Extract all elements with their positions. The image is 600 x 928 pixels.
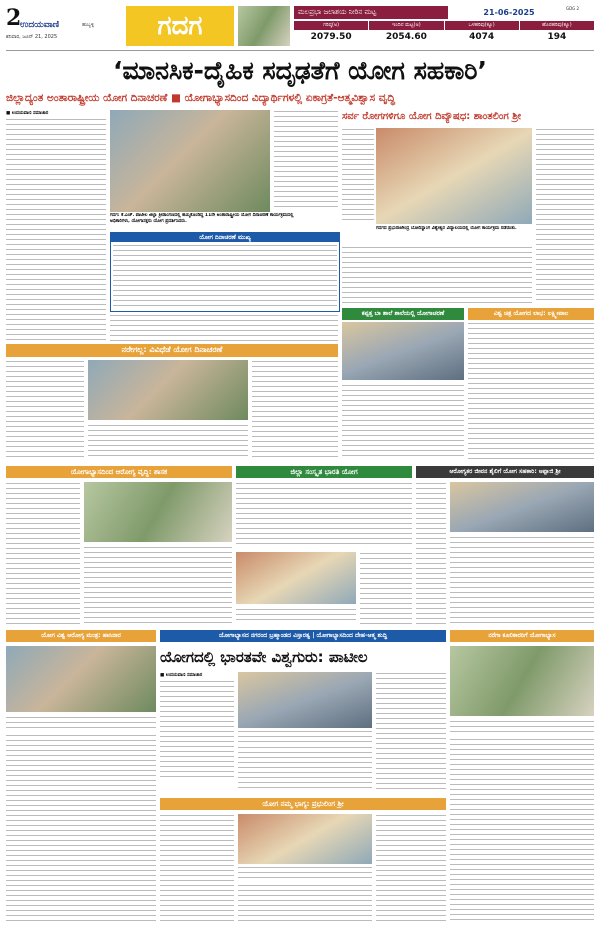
stat-grid xyxy=(294,21,594,45)
stat-cell xyxy=(294,21,369,45)
bottom-byline: ■ ಉದಯವಾಣಿ ಸಮಾಚಾರ xyxy=(160,673,203,678)
bottom-photo-caption xyxy=(238,730,372,744)
health-photo xyxy=(84,482,232,542)
stat-value: 194 xyxy=(547,32,567,42)
bottom-text-mid xyxy=(238,746,372,792)
band-kappattgudda: ಕಪ್ಪತ್ತ ಬಾ ಶಾಲೆ ಶಾಲೆಯಲ್ಲಿ ಯೋಗಾಚರಣೆ xyxy=(342,308,464,320)
yoga-box xyxy=(110,232,340,312)
bottom-headline: ಯೋಗದಲ್ಲಿ ಭಾರತವೇ ವಿಶ್ವಗುರು: ಪಾಟೀಲ xyxy=(160,648,368,666)
arogya-text-left xyxy=(416,482,446,624)
arogya-photo xyxy=(450,482,594,532)
section-title-box xyxy=(126,6,234,46)
stat-value: 4074 xyxy=(469,32,495,42)
naregal-photo xyxy=(88,360,248,420)
band-vishwa-yoga: ವಿಶ್ವ ಚಿತ್ರ ಯೋಗದ ಲಾಭ: ಲಕ್ಷ್ಮೀಪಾಲ xyxy=(468,308,594,320)
dam-title: ಮಲಪ್ರಭಾ ಜಲಾಶಯ ನೀರಿನ ಮಟ್ಟ xyxy=(294,6,448,19)
yoga-vishwa-text xyxy=(6,734,156,922)
lead-photo-caption: ಗದಗ: ಕೆ.ಎಚ್. ಪಾಟೀಲ ಜಿಲ್ಲಾ ಕ್ರೀಡಾಂಗಣದಲ್ಲಿ ಹಮ್ಮಿಕೊಂಡಿದ್ದ 11ನೇ ಅಂತಾರಾಷ್ಟ್ರೀಯ ಯೋಗ ದಿನಾಚರಣೆ ಕಾರ್ಯಕ್ರಮದಲ್ಲಿ ಅಧಿಕಾರಿಗಳು, ಯೋಗಾಸಕ್ತರು ಯೋಗ ಪ್ರದರ್ಶಿಸಿದರು. xyxy=(110,213,294,224)
stat-label: ಒಳಹರಿವು(ಕ್ಯೂ) xyxy=(445,21,519,30)
lead-body-text-3 xyxy=(110,314,338,342)
yoga-box-title: ಯೋಗ ದಿನಾಚರಣೆ ಮುಖ್ಯ xyxy=(111,233,339,242)
lead-headline: ‘ಮಾನಸಿಕ-ದೈಹಿಕ ಸದೃಢತೆಗೆ ಯೋಗ ಸಹಕಾರಿ’ xyxy=(113,56,487,85)
yoga-vishwa-photo xyxy=(6,646,156,712)
stat-label: ಹೊರಹರಿವು(ಕ್ಯೂ) xyxy=(520,21,594,30)
right-lead-caption: ಗದಗದ ಪ್ರಭುರಾಜೇಂದ್ರ ಬೋದಿಸ್ಥಾಂಗ ವಿಶ್ವೇಶ್ವರ ವಿದ್ಯಾಲಯದಲ್ಲಿ ಯೋಗ ಕಾರ್ಯಕ್ರಮ ನಡೆಯಿತು. xyxy=(376,226,517,231)
health-text-left xyxy=(6,482,80,624)
bottom-text-right xyxy=(376,672,446,792)
band-naregal-kushtagi: ನರೆಗಾ ಕೂಲಿಕಾರರಿಗೆ ಯೋಗಾಭ್ಯಾಸ xyxy=(450,630,594,642)
yoga-namma-text-left xyxy=(160,814,234,922)
yoga-namma-text-right xyxy=(376,814,446,922)
lead-subhead: ಜಿಲ್ಲಾದ್ಯಂತ ಅಂತಾರಾಷ್ಟ್ರೀಯ ಯೋಗ ದಿನಾಚರಣೆ ■ ಯೋಗಾಭ್ಯಾಸದಿಂದ ವಿದ್ಯಾರ್ಥಿಗಳಲ್ಲಿ ಏಕಾಗ್ರತೆ-ಆತ್ಮವಿಶ್ವಾಸ ವೃದ್ಧಿ xyxy=(6,92,396,104)
page-code: GDG 2 xyxy=(566,6,580,11)
bottom-photo xyxy=(238,672,372,728)
naregal-text-left xyxy=(6,360,84,460)
date-box: 21-06-2025 xyxy=(483,8,535,17)
stat-label: ಗರಿಷ್ಠ(ಅ) xyxy=(294,21,368,30)
stat-label: ಇಂದಿನ ಮಟ್ಟ(ಅ) xyxy=(369,21,443,30)
section-title: ಗದಗ xyxy=(157,11,203,41)
kappatt-text xyxy=(342,384,464,460)
stat-cell xyxy=(369,21,444,45)
jilla-caption xyxy=(236,608,356,624)
date-line: ಶನಿವಾರ, ಜೂನ್ 21, 2025 xyxy=(6,34,58,40)
jilla-text xyxy=(236,482,412,548)
edition-tag: ಹುಬ್ಬಳ್ಳಿ xyxy=(82,22,95,28)
band-jilla-sangha: ಜಿಲ್ಲಾ ಸಂಸ್ಕೃತ ಭಾರತಿ ಯೋಗ xyxy=(236,466,412,478)
naregal-kushtagi-text xyxy=(450,738,594,922)
stat-cell xyxy=(520,21,594,45)
stat-value: 2079.50 xyxy=(310,32,352,42)
lead-body-text-2 xyxy=(274,110,338,210)
right-lead-left-text xyxy=(342,128,374,224)
right-lead-photo xyxy=(376,128,532,224)
vishwa-yoga-text xyxy=(468,322,594,460)
right-lead-right-text xyxy=(536,128,594,304)
page-number: 2 xyxy=(6,5,22,31)
jilla-photo xyxy=(236,552,356,604)
masthead-photo xyxy=(238,6,290,46)
band-yogabhyasa-health: ಯೋಗಾಭ್ಯಾಸದಿಂದ ಆರೋಗ್ಯ ವೃದ್ಧಿ: ಶಾಸಕ xyxy=(6,466,232,478)
yoga-box-text xyxy=(113,244,337,306)
jilla-text-2 xyxy=(360,552,412,624)
naregal-text-right xyxy=(252,360,338,460)
yoga-namma-photo xyxy=(238,814,372,864)
band-yoga-vishwa: ಯೋಗ ವಿಶ್ವ ಆರೋಗ್ಯ ಮಂತ್ರ: ಹಾಸಿನಾರ xyxy=(6,630,156,642)
stat-cell xyxy=(445,21,520,45)
lead-byline: ■ ಉದಯವಾಣಿ ಸಮಾಚಾರ xyxy=(6,111,49,116)
lead-photo xyxy=(110,110,270,212)
kappatt-photo xyxy=(342,322,464,380)
health-text-right xyxy=(84,546,232,624)
masthead xyxy=(6,6,594,48)
lead-body-text xyxy=(6,118,106,342)
band-naregal: ನರೇಗಲ್ಲ: ವಿವಿಧೆಡೆ ಯೋಗ ದಿನಾಚರಣೆ xyxy=(6,344,338,357)
paper-name: ಉದಯವಾಣಿ xyxy=(20,20,60,30)
right-lead-headline: ಸರ್ವ ರೋಗಗಳಿಗೂ ಯೋಗ ದಿವ್ಯೌಷಧ: ಶಾಂತಲಿಂಗ ಶ್ರೀ xyxy=(342,111,522,122)
naregal-kushtagi-photo xyxy=(450,646,594,716)
right-lead-body xyxy=(342,246,532,304)
yoga-namma-caption xyxy=(238,866,372,880)
masthead-rule xyxy=(6,50,594,51)
bottom-text-left xyxy=(160,680,234,780)
naregal-kushtagi-caption xyxy=(450,720,594,734)
arogya-text-right xyxy=(450,536,594,624)
yoga-namma-text-mid xyxy=(238,884,372,922)
band-yogabhyasa-strip: ಯೋಗಾಭ್ಯಾಸದ ನಗರಂದ ಬ್ರಹ್ಮಾಂಡದ ವಿಸ್ತಾರತ್ವ | ಯೋಗಾಭ್ಯಾಸದಿಂದ ದೇಹ-ಆತ್ಮ ಶುದ್ಧಿ xyxy=(160,630,446,642)
yoga-vishwa-caption xyxy=(6,716,156,730)
band-yoga-namma: ಯೋಗ ನಮ್ಮ ಭಾಗ್ಯ: ಪ್ರಭುಲಿಂಗ ಶ್ರೀ xyxy=(160,798,446,810)
stat-value: 2054.60 xyxy=(385,32,427,42)
band-arogya: ಆರೋಗ್ಯಕರ ಜೀವನ ಶೈಲಿಗೆ ಯೋಗ ಸಹಕಾರಿ: ಅಪ್ಪಾಜಿ ಶ್ರೀ xyxy=(416,466,594,478)
dam-level-box xyxy=(294,6,594,46)
naregal-text-mid xyxy=(88,424,248,460)
